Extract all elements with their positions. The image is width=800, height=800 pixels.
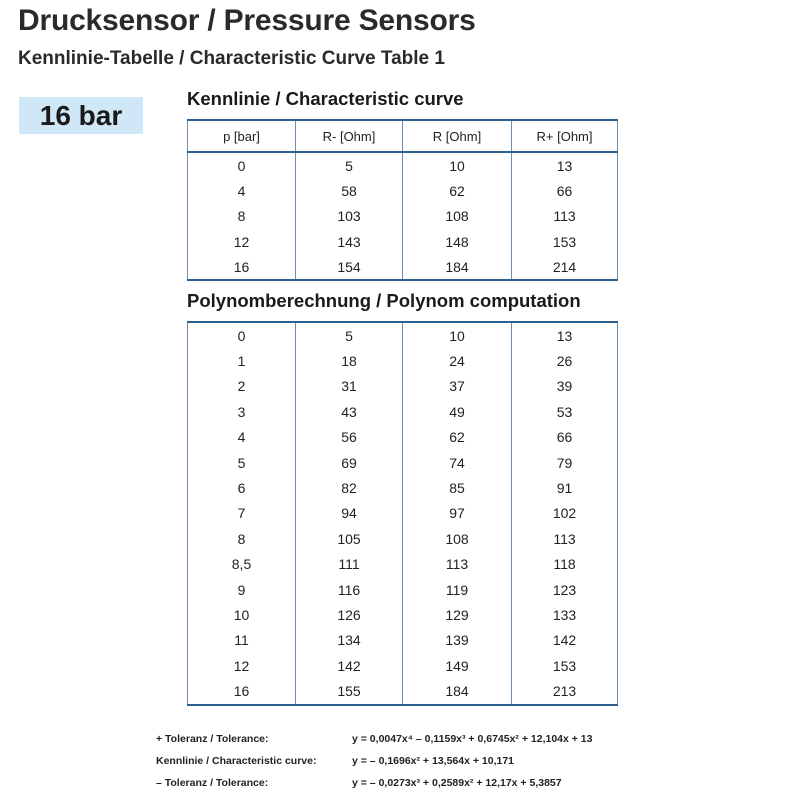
table-row [188, 628, 618, 653]
formula-label: + Toleranz / Tolerance: [156, 733, 269, 745]
table-row [188, 653, 618, 678]
column-header-r-plus: R+ [Ohm] [512, 120, 618, 152]
cell-r-minus: 94 [296, 501, 403, 526]
cell-r-plus: 53 [512, 399, 618, 424]
cell-r-minus: 155 [296, 678, 403, 704]
table-row [188, 348, 618, 373]
cell-r-plus: 133 [512, 602, 618, 627]
cell-pressure: 5 [188, 450, 296, 475]
cell-pressure: 1 [188, 348, 296, 373]
cell-r-plus: 214 [512, 254, 618, 280]
cell-r-minus: 142 [296, 653, 403, 678]
cell-pressure: 8 [188, 526, 296, 551]
formula-legend [156, 728, 776, 794]
cell-r-plus: 123 [512, 577, 618, 602]
cell-r-plus: 153 [512, 229, 618, 254]
cell-r-minus: 126 [296, 602, 403, 627]
cell-r-minus: 82 [296, 475, 403, 500]
polynom-computation-table [187, 321, 618, 706]
cell-r: 37 [403, 374, 512, 399]
cell-r-plus: 102 [512, 501, 618, 526]
formula-label: Kennlinie / Characteristic curve: [156, 755, 317, 767]
cell-r-plus: 113 [512, 526, 618, 551]
formula-expression: y = 0,0047x⁴ – 0,1159x³ + 0,6745x² + 12,104x + 13 [352, 733, 593, 745]
cell-r: 108 [403, 526, 512, 551]
table-row [188, 425, 618, 450]
formula-row-characteristic-curve [156, 750, 776, 772]
table-row [188, 526, 618, 551]
cell-r: 24 [403, 348, 512, 373]
table-row [188, 577, 618, 602]
cell-r: 129 [403, 602, 512, 627]
cell-r: 184 [403, 254, 512, 280]
cell-pressure: 12 [188, 653, 296, 678]
cell-r-minus: 116 [296, 577, 403, 602]
formula-label: – Toleranz / Tolerance: [156, 777, 269, 789]
table-row [188, 152, 618, 178]
column-header-r-minus: R- [Ohm] [296, 120, 403, 152]
table-row [188, 475, 618, 500]
cell-r-plus: 153 [512, 653, 618, 678]
cell-r-plus: 39 [512, 374, 618, 399]
cell-pressure: 2 [188, 374, 296, 399]
cell-r-minus: 154 [296, 254, 403, 280]
pressure-range-badge: 16 bar [19, 97, 143, 134]
cell-r: 10 [403, 152, 512, 178]
characteristic-curve-title: Kennlinie / Characteristic curve [187, 88, 464, 109]
cell-r: 49 [403, 399, 512, 424]
cell-r-minus: 58 [296, 178, 403, 203]
cell-r-plus: 66 [512, 425, 618, 450]
cell-pressure: 7 [188, 501, 296, 526]
cell-r-plus: 91 [512, 475, 618, 500]
cell-r: 85 [403, 475, 512, 500]
cell-r-minus: 143 [296, 229, 403, 254]
table-row [188, 501, 618, 526]
cell-r-minus: 5 [296, 322, 403, 348]
table-row [188, 178, 618, 203]
cell-r-minus: 43 [296, 399, 403, 424]
table-row [188, 254, 618, 280]
cell-r: 97 [403, 501, 512, 526]
column-header-r: R [Ohm] [403, 120, 512, 152]
cell-r: 149 [403, 653, 512, 678]
cell-pressure: 4 [188, 425, 296, 450]
cell-r-minus: 31 [296, 374, 403, 399]
table-row [188, 450, 618, 475]
cell-r: 10 [403, 322, 512, 348]
formula-expression: y = – 0,1696x² + 13,564x + 10,171 [352, 755, 515, 767]
page-title: Drucksensor / Pressure Sensors [18, 4, 476, 37]
cell-r-plus: 113 [512, 204, 618, 229]
cell-r: 139 [403, 628, 512, 653]
cell-r-minus: 103 [296, 204, 403, 229]
cell-pressure: 9 [188, 577, 296, 602]
table-row [188, 678, 618, 704]
cell-r: 108 [403, 204, 512, 229]
cell-pressure: 16 [188, 254, 296, 280]
table-header-row [188, 120, 618, 152]
cell-r: 74 [403, 450, 512, 475]
cell-pressure: 8 [188, 204, 296, 229]
page-subtitle: Kennlinie-Tabelle / Characteristic Curve Table 1 [18, 48, 445, 69]
cell-r-plus: 79 [512, 450, 618, 475]
cell-r-plus: 213 [512, 678, 618, 704]
cell-r-minus: 56 [296, 425, 403, 450]
cell-r-plus: 66 [512, 178, 618, 203]
cell-pressure: 3 [188, 399, 296, 424]
formula-row-minus-tolerance [156, 772, 776, 794]
cell-pressure: 8,5 [188, 552, 296, 577]
cell-r-plus: 118 [512, 552, 618, 577]
table-row [188, 229, 618, 254]
cell-pressure: 6 [188, 475, 296, 500]
characteristic-curve-table [187, 119, 618, 281]
formula-expression: y = – 0,0273x³ + 0,2589x² + 12,17x + 5,3857 [352, 777, 562, 789]
column-header-pressure: p [bar] [188, 120, 296, 152]
cell-r-minus: 105 [296, 526, 403, 551]
cell-pressure: 4 [188, 178, 296, 203]
table-row [188, 602, 618, 627]
cell-pressure: 11 [188, 628, 296, 653]
cell-r: 119 [403, 577, 512, 602]
cell-r-plus: 26 [512, 348, 618, 373]
formula-row-plus-tolerance [156, 728, 776, 750]
cell-r-plus: 142 [512, 628, 618, 653]
cell-pressure: 0 [188, 322, 296, 348]
cell-r-minus: 5 [296, 152, 403, 178]
table-row [188, 552, 618, 577]
cell-r-plus: 13 [512, 152, 618, 178]
table-row [188, 322, 618, 348]
cell-r-minus: 111 [296, 552, 403, 577]
cell-pressure: 0 [188, 152, 296, 178]
cell-pressure: 10 [188, 602, 296, 627]
cell-r-plus: 13 [512, 322, 618, 348]
cell-r-minus: 69 [296, 450, 403, 475]
cell-pressure: 16 [188, 678, 296, 704]
cell-r: 113 [403, 552, 512, 577]
cell-r: 62 [403, 178, 512, 203]
cell-pressure: 12 [188, 229, 296, 254]
cell-r: 148 [403, 229, 512, 254]
table-row [188, 374, 618, 399]
table-row [188, 204, 618, 229]
cell-r-minus: 134 [296, 628, 403, 653]
cell-r: 62 [403, 425, 512, 450]
table-row [188, 399, 618, 424]
cell-r: 184 [403, 678, 512, 704]
cell-r-minus: 18 [296, 348, 403, 373]
polynom-computation-title: Polynomberechnung / Polynom computation [187, 290, 581, 311]
